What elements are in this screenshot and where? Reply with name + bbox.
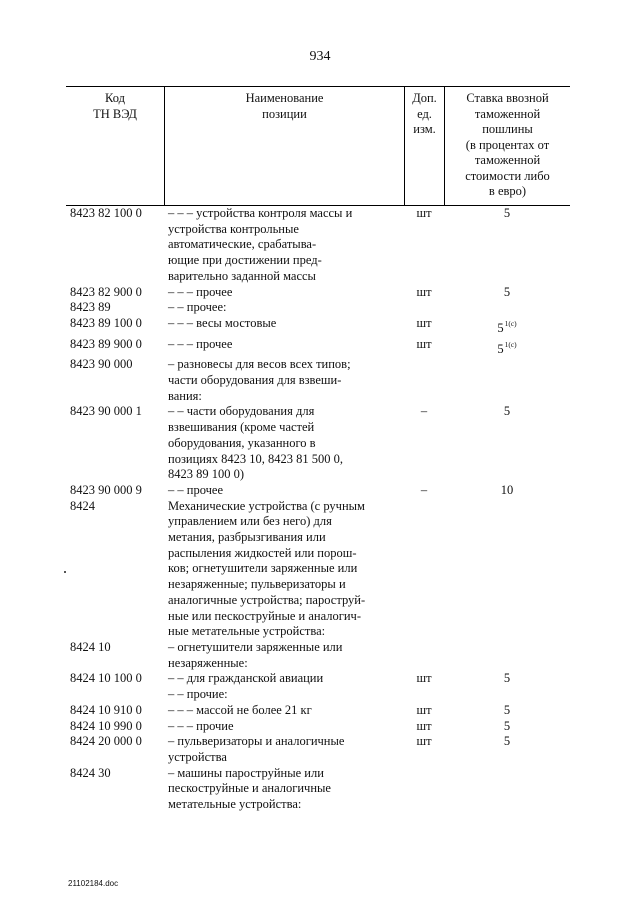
- header-rate-line: стоимости либо: [465, 168, 550, 183]
- position-name-line: – – – прочее: [168, 336, 233, 351]
- header-rate-line: Ставка ввозной: [466, 91, 549, 105]
- header-rate-line: (в процентах от: [465, 137, 550, 152]
- table-row: [66, 316, 570, 337]
- table-header-row: [66, 87, 570, 205]
- header-rate-line: таможенной: [474, 106, 541, 121]
- position-name-line: метания, разбрызгивания или: [168, 530, 326, 545]
- rate-value: 5: [497, 320, 504, 335]
- position-name-line: аналогичные устройства; пароструй-: [168, 592, 366, 607]
- position-name-line: ющие при достижении пред-: [168, 253, 322, 268]
- rate-cell: [444, 499, 570, 640]
- position-name: [164, 499, 404, 640]
- rate-cell: [444, 316, 570, 337]
- table-row: [66, 766, 570, 813]
- position-name: [164, 357, 404, 404]
- table-row: [66, 687, 570, 703]
- header-unit-line: ед.: [417, 106, 432, 121]
- position-name-line: пескоструйные и аналогичные: [168, 781, 331, 796]
- position-name-line: незаряженные; пульверизаторы и: [168, 577, 346, 592]
- position-name-line: вания:: [168, 388, 202, 403]
- table-row: [66, 285, 570, 301]
- table-row: [66, 300, 570, 316]
- rate-cell: [444, 337, 570, 358]
- position-name-line: – разновесы для весов всех типов;: [168, 357, 351, 372]
- position-name: [164, 640, 404, 671]
- header-unit-line: изм.: [413, 122, 436, 136]
- rate-value: 5: [503, 702, 511, 717]
- table-row: [66, 703, 570, 719]
- position-name: [164, 300, 404, 316]
- unit-value: шт: [416, 315, 432, 330]
- table-row: [66, 499, 570, 640]
- position-name-line: 8423 89 100 0): [168, 467, 245, 482]
- rate-cell: [444, 719, 570, 735]
- tnved-code: 8424 30: [70, 765, 111, 780]
- position-name: [164, 285, 404, 301]
- tnved-code: 8423 90 000: [70, 357, 133, 372]
- tnved-code: [66, 687, 164, 703]
- rate-cell: [444, 285, 570, 301]
- tnved-code: 8424 20 000 0: [70, 734, 142, 749]
- table-row: [66, 337, 570, 358]
- unit-value: [404, 499, 444, 640]
- tnved-code: 8423 90 000 1: [70, 404, 142, 419]
- tnved-code: 8423 82 100 0: [70, 206, 142, 220]
- position-name: [164, 404, 404, 483]
- rate-cell: [444, 206, 570, 285]
- tnved-code: 8423 82 900 0: [70, 284, 142, 299]
- rate-cell: [444, 640, 570, 671]
- unit-value: [404, 687, 444, 703]
- position-name-line: позициях 8423 10, 8423 81 500 0,: [168, 451, 343, 466]
- unit-value: шт: [416, 702, 432, 717]
- table-row: [66, 483, 570, 499]
- header-code-line: Код: [105, 91, 125, 105]
- position-name-line: автоматические, срабатыва-: [168, 237, 317, 252]
- rate-cell: [444, 766, 570, 813]
- rate-cell: [444, 703, 570, 719]
- footer-filename: 21102184.doc: [68, 879, 119, 888]
- table-row: [66, 671, 570, 687]
- position-name: [164, 483, 404, 499]
- position-name-line: – – – устройства контроля массы и: [168, 206, 353, 220]
- scan-dot: [64, 571, 66, 573]
- header-name: [164, 87, 404, 205]
- tnved-code: 8424 10 100 0: [70, 671, 142, 686]
- unit-value: –: [420, 404, 428, 419]
- unit-value: шт: [416, 734, 432, 749]
- table-row: [66, 206, 570, 285]
- position-name-line: Механические устройства (с ручным: [168, 498, 365, 513]
- position-name-line: – огнетушители заряженные или: [168, 639, 343, 654]
- header-unit-line: Доп.: [412, 91, 437, 105]
- unit-value: шт: [416, 336, 432, 351]
- header-name-line: Наименование: [245, 91, 324, 105]
- header-name-line: позиции: [262, 106, 307, 121]
- rate-value: 10: [500, 482, 514, 497]
- position-name-line: – пульверизаторы и аналогичные: [168, 734, 345, 749]
- table-row: [66, 719, 570, 735]
- position-name-line: части оборудования для взвеши-: [168, 373, 342, 388]
- position-name-line: – – – прочее: [168, 284, 233, 299]
- position-name-line: – – прочие:: [168, 687, 228, 702]
- position-name: [164, 206, 404, 285]
- header-unit: [404, 87, 444, 205]
- page-number: 934: [309, 49, 331, 64]
- position-name-line: – машины пароструйные или: [168, 765, 324, 780]
- position-name-line: взвешивания (кроме частей: [168, 420, 315, 435]
- rate-value: 5: [503, 404, 511, 419]
- rate-cell: [444, 734, 570, 765]
- tnved-code: 8424 10: [70, 639, 111, 654]
- position-name-line: – – прочее:: [168, 300, 227, 315]
- header-rate: [444, 87, 570, 205]
- position-name-line: – – для гражданской авиации: [168, 671, 324, 686]
- unit-value: шт: [416, 284, 432, 299]
- position-name-line: ные метательные устройства:: [168, 624, 326, 639]
- unit-value: [404, 300, 444, 316]
- position-name: [164, 671, 404, 687]
- unit-value: [404, 357, 444, 404]
- header-rate-line: таможенной: [474, 153, 541, 167]
- position-name-line: устройства контрольные: [168, 221, 299, 236]
- rate-value: 5: [503, 284, 511, 299]
- tariff-table: [66, 86, 570, 813]
- tnved-code: 8423 90 000 9: [70, 482, 142, 497]
- tnved-code: 8423 89: [70, 300, 111, 315]
- rate-value: 5: [503, 671, 511, 686]
- rate-value: 5: [503, 718, 511, 733]
- position-name-line: – – – прочие: [168, 718, 234, 733]
- unit-value: [404, 766, 444, 813]
- position-name-line: ков; огнетушители заряженные или: [168, 561, 358, 576]
- position-name: [164, 316, 404, 337]
- position-name: [164, 766, 404, 813]
- position-name-line: оборудования, указанного в: [168, 435, 316, 450]
- position-name-line: варительно заданной массы: [168, 268, 316, 283]
- rate-cell: [444, 300, 570, 316]
- unit-value: –: [420, 482, 428, 497]
- rate-value: 5: [497, 341, 504, 356]
- position-name: [164, 687, 404, 703]
- table-row: [66, 734, 570, 765]
- position-name-line: – – части оборудования для: [168, 404, 315, 419]
- tnved-code: 8424 10 910 0: [70, 702, 142, 717]
- position-name-line: управлением или без него) для: [168, 514, 332, 529]
- rate-cell: [444, 671, 570, 687]
- position-name-line: метательные устройства:: [168, 797, 302, 812]
- header-rate-line: в евро): [488, 184, 527, 198]
- table-row: [66, 640, 570, 671]
- rate-cell: [444, 357, 570, 404]
- position-name-line: – – прочее: [168, 482, 223, 497]
- position-name: [164, 734, 404, 765]
- position-name-line: распыления жидкостей или порош-: [168, 545, 357, 560]
- position-name-line: – – – весы мостовые: [168, 315, 277, 330]
- header-code: [66, 87, 164, 205]
- unit-value: шт: [416, 718, 432, 733]
- position-name-line: ные или пескоструйные и аналогич-: [168, 608, 362, 623]
- table-row: [66, 357, 570, 404]
- unit-value: шт: [416, 206, 432, 220]
- rate-cell: [444, 404, 570, 483]
- rate-footnote-mark: 1(c): [504, 339, 517, 349]
- rate-footnote-mark: 1(c): [504, 318, 517, 328]
- table-row: [66, 404, 570, 483]
- table-body: [66, 206, 570, 813]
- rate-value: 5: [503, 734, 511, 749]
- tnved-code: 8423 89 100 0: [70, 315, 142, 330]
- rate-value: 5: [503, 206, 511, 220]
- rate-cell: [444, 687, 570, 703]
- position-name: [164, 337, 404, 358]
- header-rate-line: пошлины: [482, 122, 533, 136]
- header-code-line: ТН ВЭД: [93, 106, 137, 121]
- position-name: [164, 719, 404, 735]
- unit-value: [404, 640, 444, 671]
- tnved-code: 8424: [70, 498, 95, 513]
- position-name-line: незаряженные:: [168, 655, 248, 670]
- tnved-code: 8423 89 900 0: [70, 336, 142, 351]
- position-name-line: – – – массой не более 21 кг: [168, 702, 312, 717]
- unit-value: шт: [416, 671, 432, 686]
- rate-cell: [444, 483, 570, 499]
- position-name: [164, 703, 404, 719]
- position-name-line: устройства: [168, 749, 227, 764]
- tnved-code: 8424 10 990 0: [70, 718, 142, 733]
